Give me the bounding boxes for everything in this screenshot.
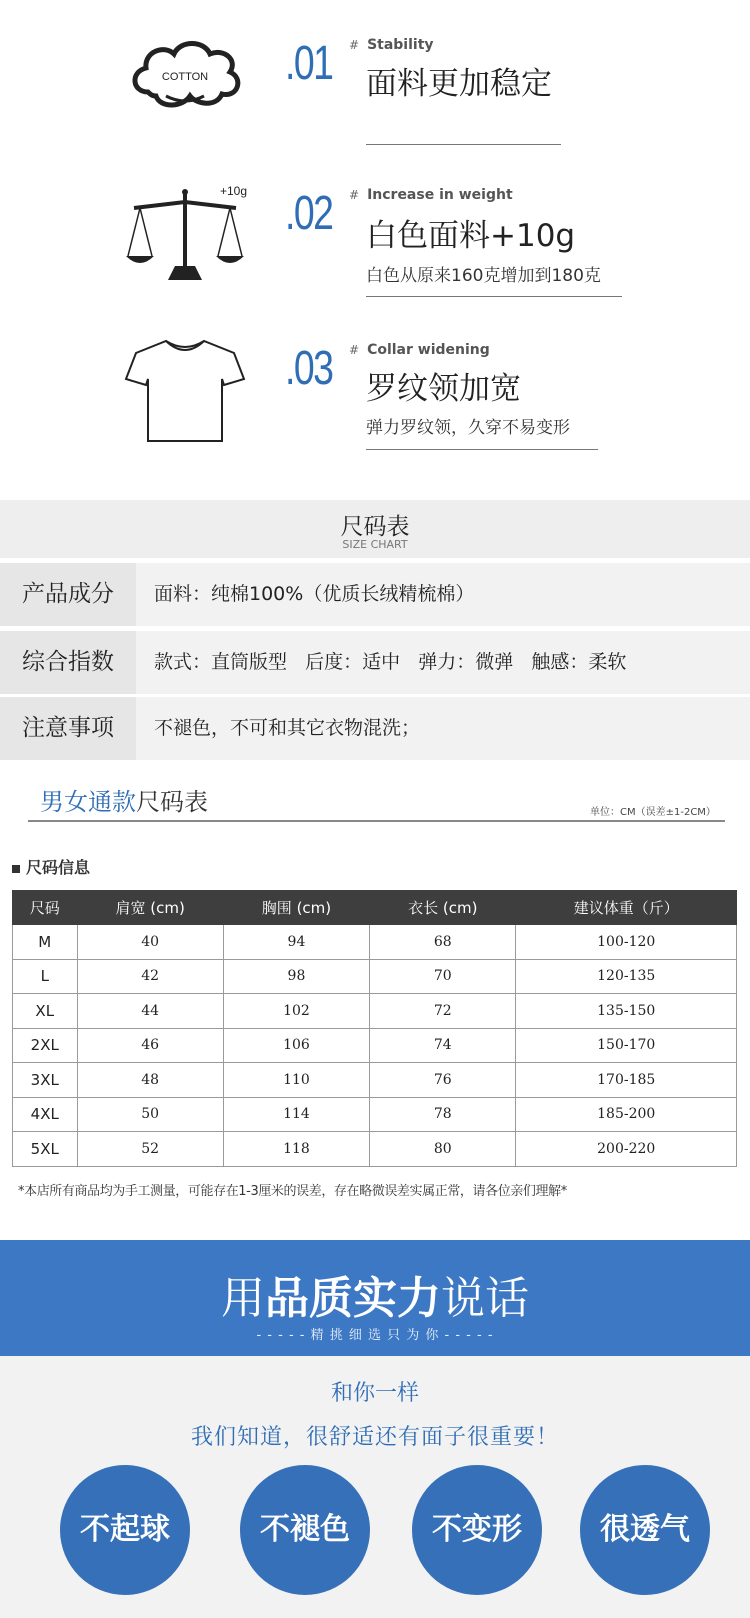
table-cell: 170-185 [516, 1063, 737, 1098]
table-cell: 70 [370, 959, 516, 994]
unisex-title [40, 782, 208, 817]
table-cell: 68 [370, 925, 516, 960]
header-chest: 胸围 (cm) [223, 891, 369, 925]
table-cell: 150-170 [516, 1028, 737, 1063]
info-value: 不褪色，不可和其它衣物混洗； [154, 717, 421, 739]
feature-collar [0, 335, 750, 485]
table-cell: 185-200 [516, 1097, 737, 1132]
table-cell: 42 [77, 959, 223, 994]
table-cell: 52 [77, 1132, 223, 1167]
feature-number: .03 [285, 342, 333, 395]
info-value: 面料：纯棉100%（优质长绒精梳棉） [154, 583, 475, 605]
info-row-composition [0, 563, 750, 626]
table-cell: 100-120 [516, 925, 737, 960]
header-length: 衣长 (cm) [370, 891, 516, 925]
table-cell: 72 [370, 994, 516, 1029]
bottom-line2: 我们知道，很舒适还有面子很重要！ [190, 1425, 559, 1450]
table-cell: 94 [223, 925, 369, 960]
unit-note: 单位：CM（误差±1-2CM） [590, 807, 716, 818]
feature-subtitle: 白色从原来160克增加到180克 [366, 266, 601, 286]
unisex-title-dark: 尺码表 [136, 788, 208, 816]
feature-circle-pilling: 不起球 [60, 1465, 190, 1595]
table-cell: 74 [370, 1028, 516, 1063]
table-cell: L [13, 959, 78, 994]
feature-en-title: # Stability [349, 37, 434, 53]
table-row [13, 994, 737, 1029]
feature-number: .02 [285, 187, 333, 240]
table-cell: 98 [223, 959, 369, 994]
size-table [12, 890, 737, 1167]
table-row [13, 1097, 737, 1132]
feature-divider [366, 449, 598, 450]
table-cell: 106 [223, 1028, 369, 1063]
info-label: 综合指数 [0, 631, 136, 694]
table-row [13, 959, 737, 994]
quality-banner [0, 1240, 750, 1356]
banner-title: 用品质实力说话 [221, 1273, 529, 1324]
unisex-title-blue: 男女通款 [40, 788, 136, 816]
bottom-line1: 和你一样 [330, 1381, 419, 1406]
table-cell: 40 [77, 925, 223, 960]
table-row [13, 1028, 737, 1063]
info-label: 产品成分 [0, 563, 136, 626]
table-row [13, 1132, 737, 1167]
table-cell: 135-150 [516, 994, 737, 1029]
feature-stability [0, 30, 750, 180]
size-chart-title: 尺码表 [340, 514, 410, 540]
table-row [13, 925, 737, 960]
table-cell: M [13, 925, 78, 960]
table-cell: 110 [223, 1063, 369, 1098]
table-cell: 46 [77, 1028, 223, 1063]
table-header-row [13, 891, 737, 925]
banner-subtitle: - - - - - 精 挑 细 选 只 为 你 - - - - - [256, 1328, 494, 1343]
feature-circle-colorfast: 不褪色 [240, 1465, 370, 1595]
square-bullet-icon [12, 865, 20, 873]
weight-label: +10g [220, 184, 248, 198]
size-info-heading: 尺码信息 [12, 855, 90, 878]
header-size: 尺码 [13, 891, 78, 925]
size-chart-subtitle: SIZE CHART [342, 538, 408, 551]
feature-cn-title: 罗纹领加宽 [366, 371, 521, 407]
table-cell: 48 [77, 1063, 223, 1098]
table-cell: 2XL [13, 1028, 78, 1063]
feature-cn-title: 白色面料+10g [366, 218, 576, 254]
feature-number: .01 [285, 37, 333, 90]
table-cell: 80 [370, 1132, 516, 1167]
table-row [13, 1063, 737, 1098]
cotton-cloud-icon [120, 30, 250, 140]
table-cell: 76 [370, 1063, 516, 1098]
table-cell: 118 [223, 1132, 369, 1167]
feature-divider [366, 144, 561, 145]
title-underline [28, 820, 725, 822]
info-row-index [0, 631, 750, 694]
feature-cn-title: 面料更加稳定 [366, 66, 552, 102]
info-value: 款式：直筒版型 后度：适中 弹力：微弹 触感：柔软 [154, 651, 627, 673]
tshirt-icon [120, 335, 250, 445]
table-cell: 102 [223, 994, 369, 1029]
table-cell: 5XL [13, 1132, 78, 1167]
table-cell: 120-135 [516, 959, 737, 994]
table-cell: 3XL [13, 1063, 78, 1098]
balance-scale-icon [120, 180, 250, 290]
info-label: 注意事项 [0, 697, 136, 760]
table-cell: 4XL [13, 1097, 78, 1132]
feature-en-title: # Increase in weight [349, 187, 513, 203]
feature-circle-shape: 不变形 [412, 1465, 542, 1595]
measurement-note: *本店所有商品均为手工测量，可能存在1-3厘米的误差，存在略微误差实属正常，请各位亲们理解* [18, 1184, 567, 1199]
cotton-label: COTTON [161, 71, 209, 83]
table-cell: 114 [223, 1097, 369, 1132]
feature-en-title: # Collar widening [349, 342, 490, 358]
feature-weight [0, 180, 750, 330]
header-shoulder: 肩宽 (cm) [77, 891, 223, 925]
table-cell: 200-220 [516, 1132, 737, 1167]
table-cell: 44 [77, 994, 223, 1029]
table-cell: XL [13, 994, 78, 1029]
info-row-notice [0, 697, 750, 760]
table-cell: 50 [77, 1097, 223, 1132]
header-weight: 建议体重（斤） [516, 891, 737, 925]
table-cell: 78 [370, 1097, 516, 1132]
feature-subtitle: 弹力罗纹领，久穿不易变形 [366, 418, 570, 438]
feature-divider [366, 296, 622, 297]
feature-circle-breathable: 很透气 [580, 1465, 710, 1595]
